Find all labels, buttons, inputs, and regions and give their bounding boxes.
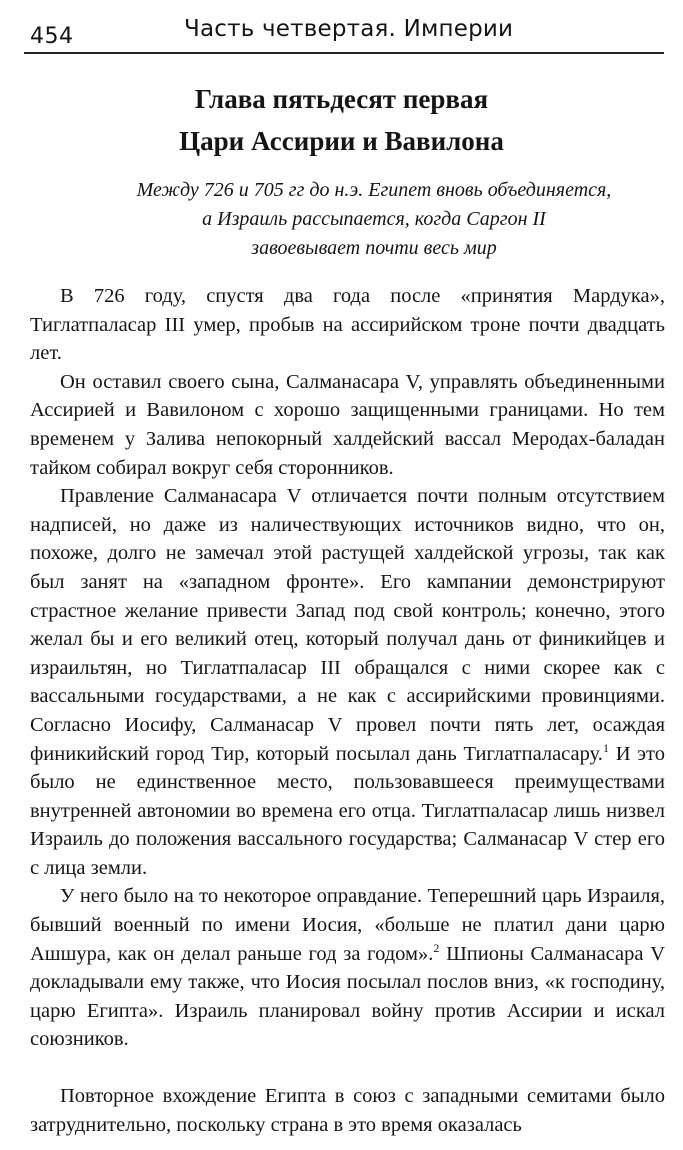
chapter-epigraph	[88, 176, 660, 263]
paragraph: Он оставил своего сына, Салманасара V, управлять объединенными Ассирией и Вавилоном с хорошо защищенными границами. Но тем временем у Залива непокорный халдейский вассал Меродах-баладан тайком собирал вокруг себя сторонников.	[30, 370, 665, 479]
epigraph-line: Между 726 и 705 гг до н.э. Египет вновь объединяется,	[136, 179, 612, 201]
paragraph-text: И это было не единственное место, пользовавшееся преимуществами внутренней автономии во времена его отца. Тиглатпаласар лишь низвел Израиль до положения вассального государства; Салманасар V стер его с лица земли.	[30, 742, 665, 879]
footnote-marker: 1	[602, 740, 609, 755]
paragraph-text: Правление Салманасара V отличается почти полным отсутствием надписей, но даже из наличествующих источников видно, что он, похоже, долго не замечал этой растущей халдейской угрозы, так как был занят на «западном фронте». Его кампании демонстрируют страстное желание привести Запад под свой контроль; конечно, этого желал бы и его великий отец, который получал дань от финикийцев и израильтян, но Тиглатпаласар III обращался с ними скорее как с вассальными государствами, а не как с ассирийскими провинциями. Согласно Иосифу, Салманасар V провел почти пять лет, осаждая финикийский город Тир, который посылал дань Тиглатпаласару.	[30, 485, 665, 765]
paragraph	[30, 882, 665, 1054]
chapter-title: Цари Ассирии и Вавилона	[179, 126, 504, 156]
paragraph: В 726 году, спустя два года после «принятия Мардука», Тиглатпаласар III умер, пробыв на ассирийском троне почти двадцать лет.	[30, 285, 665, 365]
header-rule	[24, 52, 664, 54]
paragraph-text: Шпионы Салманасара V докладывали ему также, что Иосия посылал послов вниз, «к господину, царю Египта». Израиль планировал войну против Ассирии и искал союзников.	[30, 942, 665, 1051]
page-number: 454	[30, 24, 74, 49]
running-header	[24, 14, 664, 54]
paragraph: Повторное вхождение Египта в союз с западными семитами было затруднительно, поскольку страна в это время оказалась	[30, 1085, 665, 1136]
chapter-number: Глава пятьдесят первая	[194, 84, 489, 114]
epigraph-line: завоевывает почти весь мир	[251, 237, 497, 259]
paragraph-text: У него было на то некоторое оправдание. Теперешний царь Израиля, бывший военный по имени Иосия, «больше не платил дани царю Ашшура, как он делал раньше год за годом».	[30, 885, 665, 965]
paragraph	[30, 482, 665, 882]
footnote-marker: 2	[433, 940, 440, 955]
body-text	[30, 282, 665, 1139]
epigraph-line: а Израиль рассыпается, когда Саргон II	[202, 208, 546, 230]
running-title: Часть четвертая. Империи	[184, 16, 514, 42]
